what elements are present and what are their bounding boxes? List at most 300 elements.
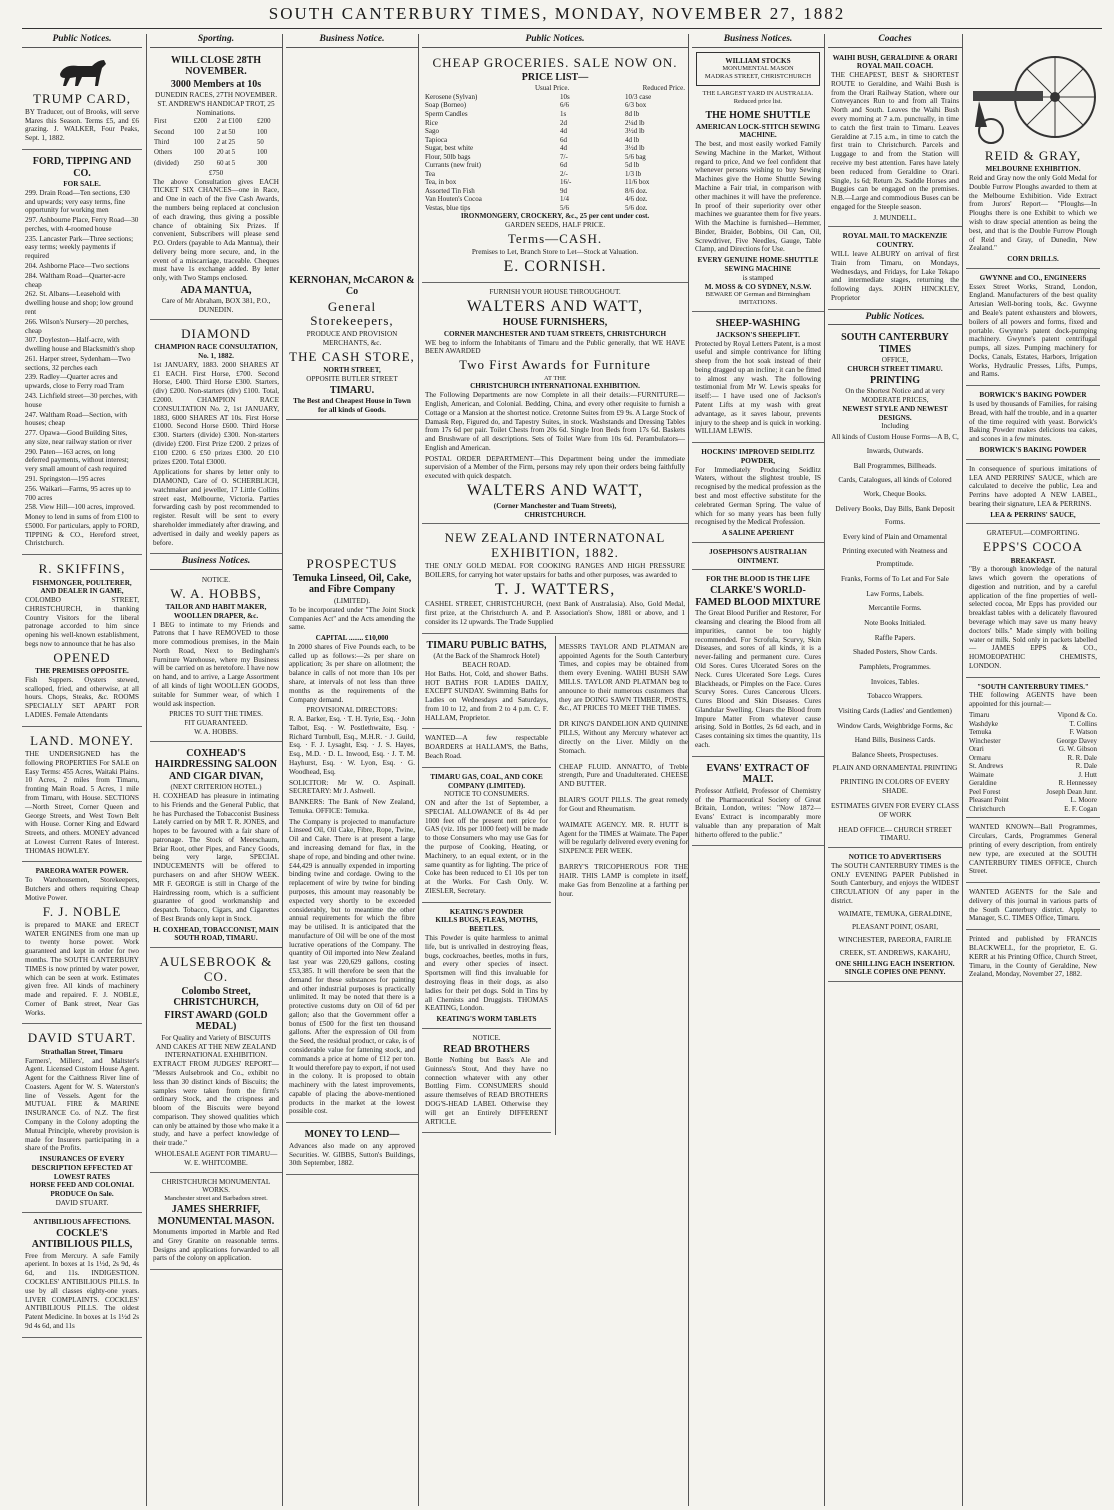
baths-title: TIMARU PUBLIC BATHS, [426, 639, 547, 651]
column-4-header: Public Notices. [422, 34, 688, 48]
printing-item: Ball Programmes, Billheads. [853, 461, 937, 470]
david-stuart-name: DAVID STUART. [55, 1199, 109, 1208]
gwynne-ad [966, 271, 1100, 386]
kernohan-ad [286, 271, 418, 420]
hobbs-sub: TAILOR AND HABIT MAKER, WOOLLEN DRAPER, &c. [165, 602, 267, 620]
ford-tipping-title: FORD, TIPPING AND CO. [32, 156, 132, 179]
price-usual: 4d [560, 144, 567, 153]
ada-mantua-ad [150, 51, 282, 320]
terms-cash: Terms—CASH. [507, 230, 603, 246]
aulsebrook-extract: EXTRACT FROM JUDGES' REPORT— "Messrs Aulsebrook and Co., exhibit no less than 30 distinct kinds of Biscuits; the samples were taken from the firm's ordinary Stock, and the crispness and bloom of the Biscuits were beyond comparison. They showed qualities which can only be attained by those who make it a study, and have a perfect knowledge of their trade." [153, 1060, 279, 1148]
diamond-title: DIAMOND [181, 326, 251, 342]
price-usual: 6/6 [560, 101, 569, 110]
gwynne-title: GWYNNE and CO., ENGINEERS [979, 273, 1087, 282]
agent-town: Ormaru [969, 753, 991, 762]
sct-church: CHURCH STREET TIMARU. [847, 365, 943, 374]
agent-town: Christchurch [969, 804, 1006, 813]
price-item: Tea [425, 169, 436, 178]
column-4-left [422, 636, 551, 1136]
watters-name: T. J. WATTERS, [494, 580, 616, 598]
agent-row [969, 728, 1097, 737]
pareora-title: PAREORA WATER POWER. [35, 867, 129, 876]
price-usual: 6d [560, 161, 567, 170]
diamond-ad [150, 322, 282, 554]
agent-row [969, 796, 1097, 805]
hobbs-fit: FIT GUARANTEED. [184, 719, 248, 728]
ford-property-list [25, 189, 139, 512]
agent-name: Vipond & Co. [1057, 711, 1097, 719]
first-award: FIRST AWARD (GOLD MEDAL) [164, 1009, 268, 1033]
price-item: Tapioca [425, 135, 448, 144]
price-item: Vestas, blue tips [425, 203, 471, 212]
prize-cell: 100 [256, 128, 268, 136]
ford-tipping-sub: FOR SALE. [63, 180, 101, 188]
mackenzie-body: WILL leave ALBURY on arrival of first Train from Timaru, on Mondays, Wednesdays, and Fridays, for Lake Tekapo and intermediate stages, returning the following days. JOHN HINCKLEY, Proprietor [831, 249, 959, 302]
blairs-pills-ad: BLAIR'S GOUT PILLS. The great remedy for Gout and Rheumatism. [559, 796, 688, 813]
hobbs-ad [150, 573, 282, 742]
printing-item: Mercantile Forms. [868, 604, 922, 613]
prize-cell: 250 [193, 159, 204, 167]
nz-exhibition-body: THE ONLY GOLD MEDAL FOR COOKING RANGES AND HIGH PRESSURE BOILERS, for carrying hot water upstairs for baths and other purposes, was awarded to [425, 561, 685, 579]
wholesale-agent: WHOLESALE AGENT FOR TIMARU— W. E. WHITCOMBE. [154, 1150, 278, 1167]
price-row [425, 110, 685, 119]
garden-seeds-line: GARDEN SEEDS, HALF PRICE. [504, 221, 606, 230]
printing-item: Tobacco Wrappers. [867, 692, 923, 701]
prize-row [153, 138, 279, 148]
price-usual: 2/- [560, 169, 568, 178]
price-row [425, 170, 685, 179]
prize-cell: 2 at 50 [216, 128, 236, 136]
horse-illustration [52, 54, 112, 90]
ford-property-item: 266. Wilson's Nursery—20 perches, cheap [25, 317, 129, 335]
ford-property-item: 291. Springston—195 acres [25, 475, 106, 483]
agent-name: George Davey [1056, 736, 1097, 745]
printing-title: PRINTING [869, 374, 920, 386]
mackenzie-ad [828, 229, 962, 309]
masthead-rule [22, 28, 1102, 29]
price-usual: 6d [560, 135, 567, 144]
skiffins-more: Fish Suppers. Oysters stewed, scalloped, fried, and otherwise, at all hours. Chops, Steaks, &c. ROOMS SPECIALLY SET APART FOR LADIES. Female Attendants [25, 675, 139, 719]
printing-item: All kinds of Custom House Forms—A B, C, Inwards, Outwards. [831, 433, 959, 455]
sheep-washing-title: SHEEP-WASHING [715, 318, 801, 330]
gas-title: TIMARU GAS, COAL, AND COKE COMPANY (LIMITED). [430, 772, 543, 790]
read-notice: NOTICE. [472, 1033, 501, 1042]
beware-line: BEWARE OF German and Birmingham IMITATIONS. [705, 291, 811, 307]
prize-cell: £200 [193, 118, 208, 126]
boarders-body: WANTED—A few respectable BOARDERS at HALLAM'S, the Baths, Beach Road. [425, 734, 548, 760]
wanted-known-ad [966, 820, 1100, 883]
baths-sub: (At the Back of the Shamrock Hotel) BEACH ROAD. [433, 652, 540, 669]
temuka-limited: (LIMITED). [333, 596, 371, 605]
price-row [425, 153, 685, 162]
breakfast-line: BREAKFAST. [1010, 556, 1056, 565]
business-notices-header: Business Notices. [150, 556, 282, 570]
price-reduced: 5d lb [625, 161, 640, 170]
stamped-line: is stamped [742, 273, 774, 282]
temuka-incorporation: To be incorporated under "The Joint Stock Companies Act" and the Acts amending the same. [289, 605, 415, 632]
price-row [425, 178, 685, 187]
temuka-prospectus-ad [286, 552, 418, 1124]
ford-property-item: 284. Waltham Road—Quarter-acre cheap [25, 271, 126, 289]
ford-property-item: 262. St. Albans—Leasehold with dwelling house and shop; low ground rent [25, 290, 134, 316]
agent-row [969, 711, 1097, 720]
usual-price-header: Usual Price. [535, 84, 570, 93]
price-item: Sago [425, 127, 439, 136]
king-dandelion-ad: DR KING'S DANDELION AND QUININE PILLS, Without any Mercury whatever act directly on the Liver. Mildly on the Stomach. [559, 720, 688, 755]
cornish-name: E. CORNISH. [503, 257, 607, 275]
lea-perrins-title: LEA & PERRINS' SAUCE, [990, 510, 1076, 519]
stocks-sub: MONUMENTAL MASON [722, 65, 794, 73]
ford-footer: Money to lend in sums of from £100 to £5000. For particulars, apply to FORD, TIPPING & CO., Hereford street, Christchurch. [25, 513, 139, 548]
prize-cell: Third [154, 138, 170, 146]
skiffins-sub: FISHMONGER, POULTERER, AND DEALER IN GAME, [32, 578, 132, 596]
price-row [425, 144, 685, 153]
walters-watt-ad [422, 285, 688, 525]
grateful-line: GRATEFUL—COMFORTING. [986, 529, 1080, 538]
ford-property-item: 307. Doyleston—Half-acre, with dwelling house and Blacksmith's shop [25, 336, 135, 354]
wanted-known-body: WANTED KNOWN—Ball Programmes, Circulars, Cards, Programmes General printing of every description, from entirely new type, are executed at the SOUTH CANTERBURY TIMES OFFICE, Church Street. [969, 823, 1097, 876]
printing-item: Visiting Cards (Ladies' and Gentlemen) [838, 706, 952, 715]
wanted-agents-body: WANTED AGENTS for the Sale and delivery of this journal in various parts of the South Canterbury district. Apply to Manager, S.C. TIMES Office, Timaru. [969, 888, 1097, 923]
agent-town: Pleasant Point [969, 796, 1009, 805]
prize-cell: Second [154, 128, 175, 136]
gas-company-ad [422, 770, 551, 903]
moss-line: M. MOSS & CO SYDNEY, N.S.W. [704, 282, 812, 291]
printing-item: Franks, Forms of To Let and For Sale [841, 574, 949, 583]
walters-corner: CORNER MANCHESTER AND TUAM STREETS, CHRISTCHURCH [443, 329, 667, 338]
prize-cell: 2 at £100 [216, 118, 242, 126]
agent-row [969, 779, 1097, 788]
largest-yard: THE LARGEST YARD IN AUSTRALIA. [702, 90, 814, 98]
solicitor-line: SOLICITOR: Mr W. O. Aspinall. SECRETARY: Mr J. Ashwell. [289, 778, 415, 796]
evans-body: Professor Attfield, Professor of Chemistry of the Pharmaceutical Society of Great Britain, London, writes: "Now 1872—Evans' Extract is incomparably more valuable than any preparation of Malt hitherto offered to the public." [695, 786, 821, 839]
sport-sub: 3000 Members at 10s [170, 78, 262, 90]
walters-watt-title: WALTERS AND WATT, [466, 297, 644, 315]
baths-ad [422, 636, 551, 730]
ford-property-item: 247. Waltham Road—Section, with houses; cheap [25, 410, 128, 428]
keating-kills: KILLS BUGS, FLEAS, MOTHS, BEETLES. [435, 916, 538, 934]
premises-to-let: Premises to Let, Branch Store to Let—Stock at Valuation. [471, 248, 639, 257]
ford-property-item: 277. Opawa—Good Building Sites, any size, near railway station or river [25, 429, 132, 446]
price-list-title: PRICE LIST— [521, 71, 589, 83]
price-usual: 10s [560, 92, 570, 101]
prize-row [153, 117, 279, 127]
david-stuart-insurance: INSURANCES OF EVERY DESCRIPTION EFFECTED AT LOWEST RATES [31, 1155, 133, 1181]
prize-row [153, 128, 279, 138]
advertisers-notice [828, 850, 962, 982]
price-usual: 1/4 [560, 195, 569, 204]
temuka-capital: CAPITAL ........ £10,000 [315, 634, 389, 643]
cockles-pills-ad [22, 1215, 142, 1338]
land-money-ad [22, 729, 142, 863]
skiffins-premises: THE PREMISES OPPOSITE. [35, 667, 129, 676]
circulation-towns: WAIMATE, TEMUKA, GERALDINE, PLEASANT POINT, OSARI, WINCHESTER, PAREORA, FAIRLIE CREEK, ST. ANDREWS, KAKAHU, [838, 909, 952, 957]
diamond-body: 1st JANUARY, 1883. 2000 SHARES AT £1 EACH. First Horse, £700. Second Horse, £400. Third Horse £300. Starters, (div) £200. Non-starters (div) £100. Total, £2000. CHAMPION RACE CONSULTATION No. 2, 1st JANUARY, 1883, 6000 SHARES AT 10s. First Horse £1000. Second Horse £600. Third Horse £300. Starters (divide) £300. Non-starters (divide) £200. First Prize £200. 2 prizes of £100 £200. 6 £50 prizes £300. 20 £10 prizes £200. Total £3000. [153, 360, 279, 466]
ford-property-item: 297. Ashbourne Place, Ferry Road—30 perches, with 4-roomed house [25, 216, 139, 233]
directors-heading: PROVISIONAL DIRECTORS: [306, 706, 398, 715]
price-item: Sperm Candles [425, 109, 468, 118]
reid-gray-ad [966, 34, 1100, 269]
sheep-washing-ad [692, 314, 824, 443]
wanted-agents-ad [966, 885, 1100, 930]
printing-list [831, 431, 959, 762]
agent-town: Timaru [969, 711, 990, 719]
prize-cell: 100 [193, 149, 204, 157]
cheap-groceries-ad [422, 51, 688, 283]
prospectus-title: PROSPECTUS [306, 555, 398, 571]
price-reduced: 2¼d lb [625, 118, 645, 127]
price-item: Soap (Borneo) [425, 101, 467, 110]
pareora-ad [22, 864, 142, 1024]
color-printing: PRINTING IN COLORS OF EVERY SHADE. [840, 778, 950, 796]
prize-cell: 60 at 5 [216, 159, 236, 167]
price-row [425, 101, 685, 110]
column-5 [688, 34, 824, 1506]
ford-property-item: 243. Lichfield street—30 perches, with house [25, 391, 138, 409]
prize-cell: 2 at 25 [216, 138, 236, 146]
diamond-footer: Applications for shares by letter only to DIAMOND, Care of O. SCHERBLICH, watchmaker and jeweller, 17 Little Collins street east, Melbourne, Victoria. Parties forwarding cash by post recommended to register. Result will be sent to every shareholder immediately after drawing, and advertised in daily and weekly papers as before. [153, 468, 279, 547]
monumental-sub: Manchester street and Barbadoes street. [164, 1195, 268, 1203]
prize-table [153, 117, 279, 168]
ada-mantua-address: Care of Mr Abraham, BOX 381, P.O., DUNEDIN. [161, 297, 271, 315]
taylor-platman-ad: MESSRS TAYLOR AND PLATMAN are appointed Agents for the South Canterbury Times, and copies may be obtained from them every Evening. WAIHI BUSH SAW MILLS. TAYLOR AND PLATMAN beg to announce to their numerous customers that they are DOING SAWN TIMBER, POSTS, &c., AT PRICES TO MEET THE TIMES. [559, 642, 688, 713]
hobbs-prices: PRICES TO SUIT THE TIMES. [169, 710, 263, 719]
prize-cell: 100 [193, 128, 204, 136]
coxhead-name: H. COXHEAD, TOBACCONIST, MAIN SOUTH ROAD, TIMARU. [153, 925, 279, 943]
agent-name: R. Dale [1075, 762, 1097, 771]
agent-town: Winchester [969, 736, 1001, 745]
sport-body: The above Consultation gives EACH TICKET SIX CHANCES—one in Race, and One in each of the five Cash Awards, the numbers being replaced at conclusion of each drawing, thus giving a possible chance of obtaining Six Prizes. If convenient, Subscribers will please send P.O. Orders (payable to Ada Mantua), their delivery being more secure, and, in the event of a miscarriage, traceable. Cheques must have 1s exchange added. By letter only, with Two Stamps enclosed. [153, 177, 279, 283]
noble-title: F. J. NOBLE [42, 903, 122, 919]
agent-town: Washdyke [969, 719, 998, 728]
ford-property-item: 256. Waikari—Farms, 95 acres up to 700 acres [25, 484, 131, 502]
land-money-body: THE UNDERSIGNED has the following PROPERTIES For SALE on Easy Terms: 455 Acres, Waitaki Plains. 10 Acres, 2 miles from Timaru, fronting Main Road. 5 Acres, 1 mile from Timaru, with House. SECTIONS—North Street, Corner Queen and George Streets, and West Town Belt with House. Corner King and Edward Streets, and others. MONEY advanced at Lowest Current Rates of Interest. THOMAS HOWLEY. [25, 750, 139, 855]
cockles-title: COCKLE'S ANTIBILIOUS PILLS, [31, 1227, 133, 1251]
walters-corner-2: (Corner Manchester and Tuam Streets), [493, 501, 617, 510]
gwynne-body: Essex Street Works, Strand, London, England. Manufacturers of the best quality Artesian Well-boring tools, &c. Gwynne and Beale's patent exhausters and blowers, boilers of all powers and forms, fixed and portable. Gwynne's patent dock-pumping machinery. Gwynne's patent centrifugal pumps, all sizes. Pumping machinery for Docks, Canals, Estates, Harbors, Irrigation Works, Hydraulic Presses, Lifts, Pumps, and Rams. [969, 282, 1097, 379]
best-house: The Best and Cheapest House in Town for all kinds of Goods. [293, 397, 411, 414]
price-row [425, 195, 685, 204]
produce-line: PRODUCE AND PROVISION MERCHANTS, &c. [306, 330, 398, 347]
aulsebrook-body: For Quality and Variety of BISCUITS AND CAKES AT THE NEW ZEALAND INTERNATIONAL EXHIBITION. [155, 1033, 277, 1060]
price-usual: 7/- [560, 152, 568, 161]
column-4-split [422, 636, 688, 1136]
sport-trot: ST. ANDREW'S HANDICAP TROT, 25 Nominations. [157, 99, 275, 117]
walters-watt-title-2: WALTERS AND WATT, [466, 482, 644, 500]
gas-notice: NOTICE TO CONSUMERS. [444, 790, 529, 799]
coxhead-title: COXHEAD'S HAIRDRESSING SALOON AND CIGAR DIVAN, [155, 747, 277, 782]
price-reduced: 6/3 box [625, 101, 647, 110]
column-3 [282, 34, 418, 1506]
agent-row [969, 754, 1097, 763]
public-notices-header-2: Public Notices. [828, 312, 962, 326]
read-brothers-ad [422, 1031, 551, 1134]
opposite-butler: OPPOSITE BUTLER STREET [306, 374, 398, 383]
evans-title: EVANS' EXTRACT OF MALT. [706, 762, 810, 786]
waihi-body: THE CHEAPEST, BEST & SHORTEST ROUTE to Geraldine, and Waihi Bush is from the Orari Railway Station, where our Conveyances Run to and from all Trains North and South. Leaves the Waihi Bush every morning at 7 a.m. punctually, in time to catch the first train to Timaru. Leaves Geraldine at 7.15 a.m., in time to catch the first train to Christchurch. Parcels and Luggage to and from the Station will receive my best attention. Fares have lately been reduced from Geraldine to Orari. Single, 1s 6d; Return 2s. Saddle Horses and Buggies can be engaged on the premises. N.B.—Large and commodious Buses can be engaged for the Steeple season. [831, 71, 959, 211]
printing-item: Every kind of Plain and Ornamental Printing executed with Neatness and Promptitude. [842, 532, 948, 569]
sheep-lift: JACKSON'S SHEEPLIFT. [716, 330, 800, 339]
borwick-title-2: BORWICK'S BAKING POWDER [979, 445, 1087, 454]
david-stuart-body: Farmers', Millers', and Maltster's Agent. Licensed Custom House Agent. Agent for the Caithness River line of Coasters. Agent for W. S. Waterston's line of Vessels. Agent for the MUTUAL FIRE & MARINE INSURANCE Co. of N.Z. The first Company in the Colony adopting the Mutual Principle, whereby provision is made for Insurers participating in a share of the Profits. [25, 1056, 139, 1153]
josephson-title: JOSEPHSON'S AUSTRALIAN OINTMENT. [709, 547, 807, 565]
printing-item: Raffle Papers. [874, 633, 916, 642]
monumental-works: CHRISTCHURCH MONUMENTAL WORKS. [161, 1177, 271, 1195]
money-body: Advances also made on any approved Securities. W. GIBBS, Sutton's Buildings, 30th September, 1882. [289, 1141, 415, 1168]
printing-item: Hand Bills, Business Cards. [854, 736, 936, 745]
price-usual: 16/- [560, 178, 572, 187]
corn-drills: CORN DRILLS. [1007, 255, 1059, 264]
agent-name: R. Hennessey [1058, 779, 1097, 788]
skiffins-ad [22, 557, 142, 727]
agent-name: F. Watson [1069, 728, 1097, 737]
money-to-lend-ad [286, 1125, 418, 1175]
agent-row [969, 762, 1097, 771]
printing-item: Note Books Initialed. [864, 618, 926, 627]
agent-name: J. Hutt [1078, 770, 1097, 779]
reid-gray-sub: MELBOURNE EXHIBITION. [985, 165, 1081, 174]
including: Including [881, 422, 909, 431]
price-reduced: 8/6 doz. [625, 186, 648, 195]
furnish-line: FURNISH YOUR HOUSE THROUGHOUT. [489, 287, 621, 296]
masthead: SOUTH CANTERBURY TIMES, MONDAY, NOVEMBER 27, 1882 [268, 4, 846, 23]
keating-body: This Powder is quite harmless to animal life, but is unrivalled in destroying fleas, bugs, cockroaches, beetles, moths in furs, and every other species of insect. Sportsmen will find this invaluable for destroying fleas in their dogs, as also ladies for their pet dogs. Sold in Tins by all Chemists and Druggists. THOMAS KEATING, London. [425, 934, 548, 1013]
price-usual: 4d [560, 127, 567, 136]
read-brothers-title: READ BROTHERS [443, 1043, 530, 1055]
david-stuart-horse-feed: HORSE FEED AND COLONIAL PRODUCE On Sale. [29, 1181, 135, 1199]
walters-intro: WE beg to inform the Inhabitants of Timaru and the Public generally, that WE HAVE BEEN AWARDED [425, 338, 685, 356]
plough-illustration [969, 37, 1097, 147]
printing-sub: On the Shortest Notice and at very MODERATE PRICES, [845, 387, 945, 405]
ford-property-item: 290. Paten—163 acres, on long deferred payments, without interest; very small amount of cash required [25, 447, 129, 474]
temuka-company: Temuka Linseed, Oil, Cake, and Fibre Company [292, 572, 412, 596]
home-shuttle-title: THE HOME SHUTTLE [705, 110, 811, 122]
boarders-ad [422, 731, 551, 767]
plain-printing: PLAIN AND ORNAMENTAL PRINTING [832, 763, 958, 772]
printing-item: Invoices, Tables. [870, 677, 920, 686]
blood-life: FOR THE BLOOD IS THE LIFE [706, 575, 810, 584]
josephson-ad [692, 545, 824, 571]
keating-worm: KEATING'S WORM TABLETS [436, 1015, 537, 1024]
price-item: Currants (new fruit) [425, 161, 481, 170]
agent-row [969, 805, 1097, 814]
advertisers-body: The SOUTH CANTERBURY TIMES is the ONLY EVENING PAPER Published in South Canterbury, and enjoys the WIDEST CIRCULATION Of any paper in the district. [831, 861, 959, 906]
gas-body: ON and after the 1st of September, a SPECIAL ALLOWANCE of 8s 4d per 1000 feet off the present nett price for GAS (viz. 10s per 1000 feet) will be made to those Consumers who may use Gas for the purpose of Cooking, Heating, or Machinery, to an equal extent, or in the same quantity as for lighting. The price of Coke has been reduced to £1 10s per ton at the Works. For Cash Only. W. ZIESLER, Secretary. [425, 799, 548, 895]
column-3-header: Business Notice. [286, 34, 418, 48]
stocks-address: MADRAS STREET, CHRISTCHURCH [704, 73, 812, 81]
hockins-title: HOCKINS' IMPROVED SEIDLITZ POWDER, [701, 448, 815, 465]
baths-body: Hot Baths. Hot, Cold, and shower Baths. HOT BATHS FOR LADIES DAILY, EXCEPT SUNDAY. Swimming Baths for Ladies on Wednesdays and Saturdays, from 10 to 12, and from 2 to 4 p.m. C. F. HALLAM, Proprietor. [425, 669, 548, 722]
price-row [425, 161, 685, 170]
agent-name: R. R. Dale [1067, 753, 1097, 762]
cockles-heading: ANTIBILIOUS AFFECTIONS. [33, 1217, 131, 1226]
waimate-agency-ad: WAIMATE AGENCY. MR. R. HUTT is Agent for the TIMES at Waimate. The Paper will be regularly delivered every evening for SIXPENCE PER WEEK. [559, 820, 688, 856]
epps-cocoa-ad [966, 526, 1100, 677]
price-item: Assorted Tin Fish [425, 186, 475, 195]
prize-cell: First [154, 118, 167, 126]
agents-list [969, 711, 1097, 813]
sherriff-ad [150, 1175, 282, 1271]
printing-item: Cards, Catalogues, all kinds of Colored Work, Cheque Books. [838, 476, 952, 498]
agent-town: Orari [969, 745, 984, 754]
price-item: Sugar, best white [425, 144, 474, 153]
skiffins-body: COLOMBO STREET, CHRISTCHURCH, in thanking Country Visitors for the liberal patronage accorded to him since opening his well-known establishment, begs now to announce that he has also [25, 596, 139, 649]
price-item: Flour, 50lb bags [425, 152, 471, 161]
reduced-price-header: Reduced Price. [642, 84, 685, 93]
sherriff-title: JAMES SHERRIFF, MONUMENTAL MASON. [157, 1204, 275, 1227]
printing-item: Delivery Books, Day Bills, Bank Deposit Forms. [835, 504, 955, 527]
kernohan-sub: General Storekeepers, [310, 298, 394, 328]
ford-property-item: 235. Lancaster Park—Three sections; easy terms; weekly payments if required [25, 234, 134, 261]
price-reduced: 5/6 bag [625, 152, 646, 161]
barry-tricopherous-ad: BARRY'S TRICOPHEROUS FOR THE HAIR. THIS LAMP is complete in itself, make Gas from Benzoline at a farthing per hour. [559, 863, 688, 898]
trump-card-title: TRUMP CARD, [33, 90, 131, 106]
imprint [966, 932, 1100, 985]
agent-town: St. Andrews [969, 762, 1004, 771]
agent-town: Waimate [969, 770, 994, 779]
two-first-awards: Two First Awards for Furniture [459, 357, 651, 373]
clarke-blood-ad [692, 572, 824, 756]
agent-row [969, 788, 1097, 797]
column-1-header: Public Notices. [22, 34, 142, 48]
price-reduced: 4/6 doz. [625, 195, 648, 204]
kernohan-title: KERNOHAN, McCARON & Co [289, 274, 415, 298]
price-row [425, 119, 685, 128]
agents-title: "SOUTH CANTERBURY TIMES." [977, 682, 1089, 691]
price-reduced: 11/6 box [625, 178, 650, 187]
stocks-title: WILLIAM STOCKS [725, 56, 791, 65]
borwick-ad [966, 388, 1100, 459]
skiffins-title: R. SKIFFINS, [38, 561, 126, 577]
keating-title: KEATING'S POWDER [449, 907, 524, 916]
column-6-header: Coaches [828, 34, 962, 48]
prize-cell: £200 [256, 118, 271, 126]
keating-ad [422, 905, 551, 1029]
column-5-header: Business Notices. [692, 34, 824, 48]
price-reduced: 5/6 doz. [625, 203, 648, 212]
agent-town: Temuka [969, 728, 992, 737]
epps-body: "By a thorough knowledge of the natural laws which govern the operations of digestion and nutrition, and by a careful application of the fine properties of well-selected cocoa, Mr Epps has provided our breakfast tables with a delicately flavoured beverage which may save us many heavy doctors' bills." Made simply with boiling water or milk. Sold only in packets labelled— JAMES EPPS & CO., HOMOEOPATHIC CHEMISTS, LONDON. [969, 565, 1097, 670]
prize-cell: (divided) [154, 159, 179, 167]
chch-exhibition: CHRISTCHURCH INTERNATIONAL EXHIBITION. [470, 382, 640, 391]
home-shuttle-body: The best, and most easily worked Family Sewing Machine in the Market, Without regard to price, And we feel confident that whenever persons wishing to buy Sewing Machines give the Home Shuttle Sewing Machine a Fair trial, in comparison with other machines it will have the preference. In proof of their superiority over other machines we guarantee them for five years. With the Machine is furnished—Hemmer, Binder, Braider, Bobbins, Oil Can, Oil, Screwdriver, Five Needles, Gauge, Table Clamp, and Directions for Use. [695, 140, 821, 254]
ford-property-item: 239. Radley—Quarter acres and upwards, close to Ferry road Tram [25, 373, 125, 391]
column-2 [146, 34, 282, 1506]
sct-office: OFFICE, [881, 356, 909, 365]
prize-cell: 300 [256, 159, 268, 167]
column-4 [418, 34, 688, 1506]
lea-perrins-ad [966, 462, 1100, 525]
prize-row [153, 159, 279, 169]
ironmongery-line: IRONMONGERY, CROCKERY, &c., 25 per cent under cost. [460, 212, 650, 221]
price-reduced: 8d lb [625, 109, 640, 118]
cheap-fluid-ad: CHEAP FLUID. ANNATTO, of Treble strength, Pure and Unadulterated. CHEESE AND BUTTER. [559, 762, 688, 789]
agent-name: G. W. Gibson [1058, 745, 1097, 754]
prize-cell: Others [154, 149, 173, 157]
agent-town: Peel Forest [969, 787, 1001, 796]
postal-order: POSTAL ORDER DEPARTMENT—This Department being under the immediate supervision of a Member of the Firm, persons may rely upon their orders being faithfully executed with quick despatch. [425, 454, 685, 481]
column-2-header: Sporting. [150, 34, 282, 48]
money-title: MONEY TO LEND— [304, 1129, 400, 1141]
clarke-title: CLARKE'S WORLD-FAMED BLOOD MIXTURE [695, 585, 821, 608]
waihi-coach-ad [828, 51, 962, 228]
coxhead-sub: (NEXT CRITERION HOTEL.) [170, 783, 262, 792]
column-1 [22, 34, 142, 1506]
hockins-body: For Immediately Producing Seidlitz Waters, without the slightest trouble, IS recognised by the medical profession as the best and most effective substitute for the celebrated German Spring. The value of which for so many years has been fully recognised by the Medical Profession. [695, 465, 821, 527]
price-row [425, 93, 685, 102]
at-the: AT THE [544, 374, 566, 382]
diamond-sub: CHAMPION RACE CONSULTATION, No. 1, 1882. [154, 343, 278, 361]
